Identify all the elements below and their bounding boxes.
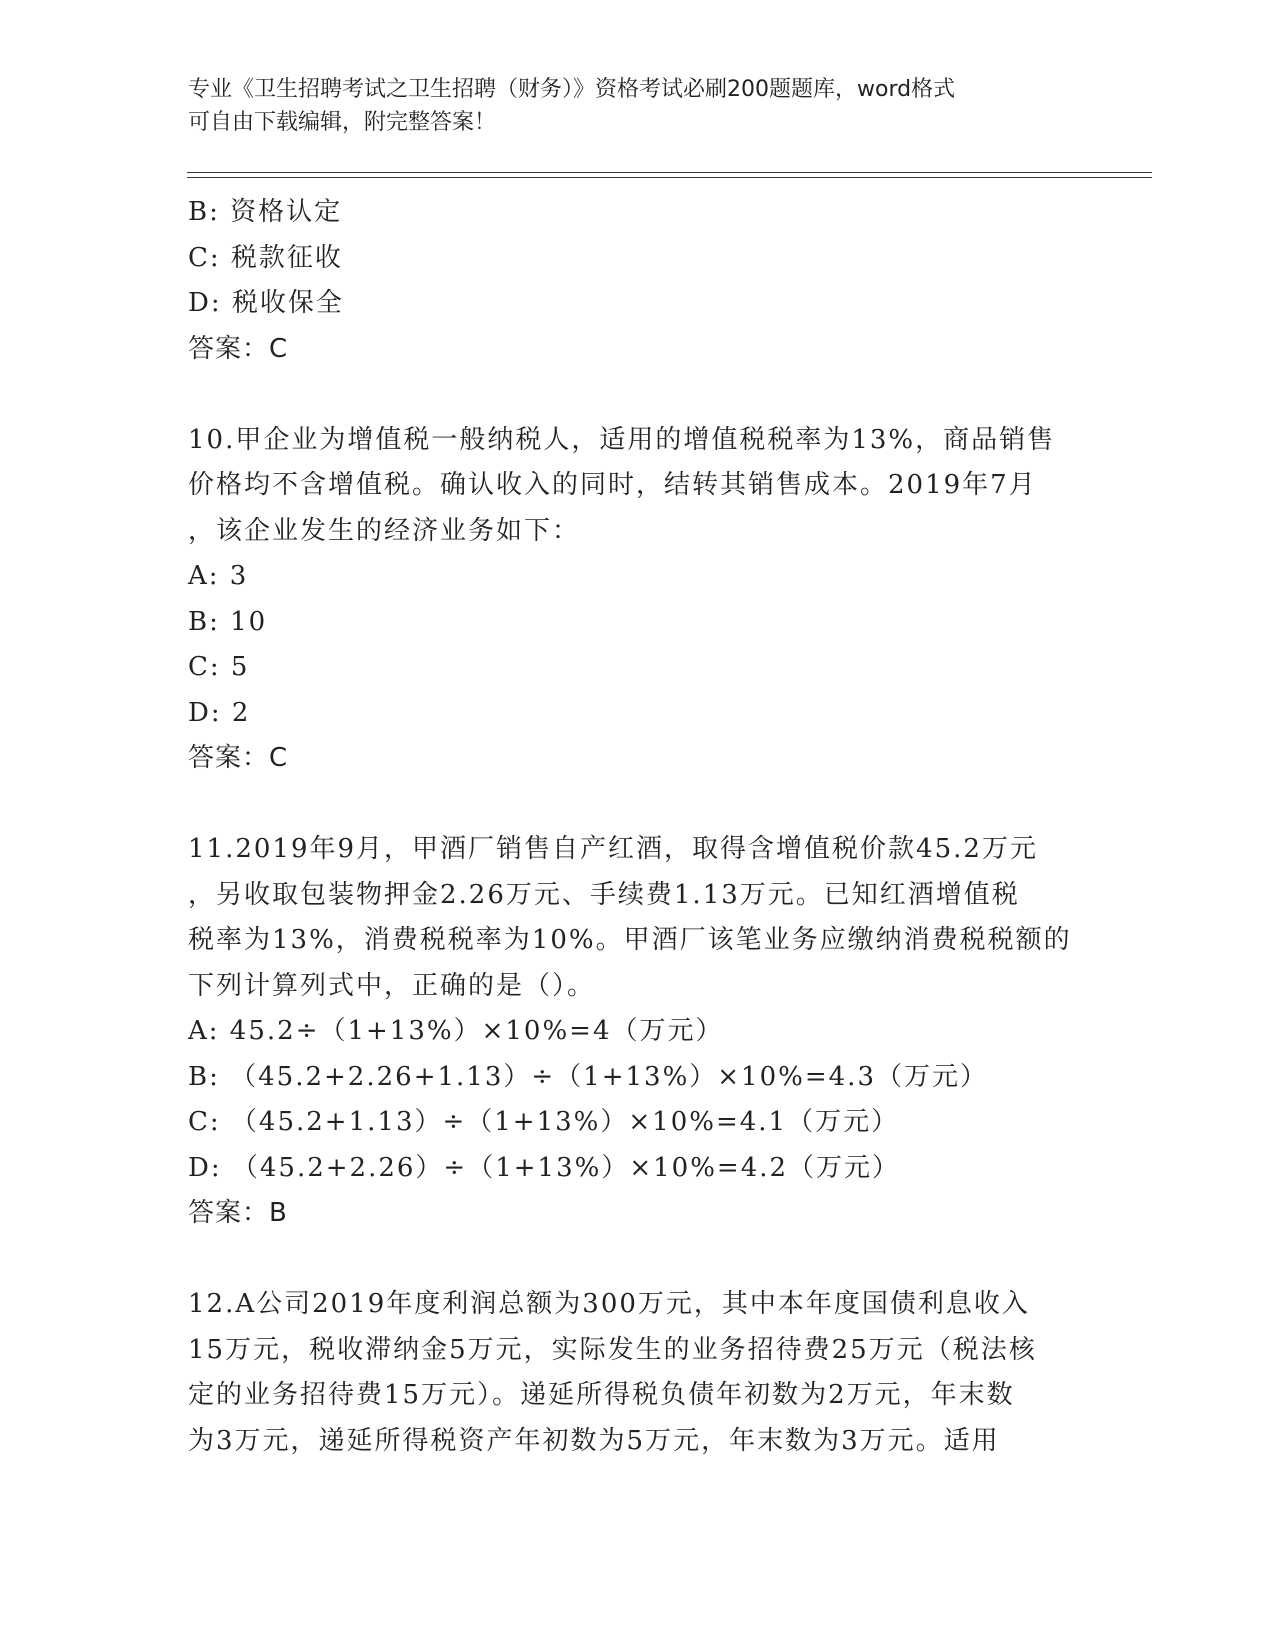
q10-option-a: A: 3	[188, 561, 249, 591]
question-10	[188, 418, 1088, 782]
document-body	[188, 190, 1088, 1464]
header-title-line-2: 可自由下载编辑，附完整答案！	[188, 110, 497, 135]
question-12	[188, 1282, 1088, 1464]
q9-option-b: B: 资格认定	[188, 197, 343, 227]
q12-text-line-1: 12.A公司2019年度利润总额为300万元，其中本年度国债利息收入	[188, 1289, 1030, 1319]
q10-option-b: B: 10	[188, 606, 268, 637]
q12-text-line-2: 15万元，税收滞纳金5万元，实际发生的业务招待费25万元（税法核	[188, 1334, 1037, 1365]
question-9	[188, 190, 1088, 372]
document-header	[188, 73, 1068, 139]
header-rule-top	[187, 172, 1152, 173]
q11-text-line-4: 下列计算列式中，正确的是（）。	[188, 970, 596, 1001]
question-11	[188, 827, 1088, 1237]
q11-text-line-3: 税率为13%，消费税税率为10%。甲酒厂该笔业务应缴纳消费税税额的	[188, 925, 1072, 955]
q9-option-d: D: 税收保全	[188, 288, 344, 318]
q11-answer: 答案：B	[188, 1198, 288, 1228]
header-rule-bottom	[187, 177, 1152, 178]
q10-text-line-2: 价格均不含增值税。确认收入的同时，结转其销售成本。2019年7月	[188, 470, 1037, 500]
q10-text-line-3: ，该企业发生的经济业务如下：	[188, 515, 581, 546]
q11-text-line-2: ，另收取包装物押金2.26万元、手续费1.13万元。已知红酒增值税	[188, 879, 1020, 910]
q11-option-d: D: （45.2+2.26）÷（1+13%）×10%=4.2（万元）	[188, 1152, 901, 1183]
spacer	[188, 1237, 1088, 1283]
q9-option-c: C: 税款征收	[188, 242, 343, 273]
q12-text-line-4: 为3万元，递延所得税资产年初数为5万元，年末数为3万元。适用	[188, 1425, 1000, 1456]
q12-text-line-3: 定的业务招待费15万元）。递延所得税负债年初数为2万元，年末数	[188, 1380, 1015, 1410]
q11-option-a: A: 45.2÷（1+13%）×10%=4（万元）	[188, 1016, 724, 1046]
spacer	[188, 372, 1088, 418]
q10-option-c: C: 5	[188, 652, 250, 682]
q9-answer: 答案：C	[188, 333, 289, 364]
q11-text-line-1: 11.2019年9月，甲酒厂销售自产红酒，取得含增值税价款45.2万元	[188, 834, 1038, 864]
q10-answer: 答案：C	[188, 743, 289, 773]
q10-option-d: D: 2	[188, 697, 251, 728]
spacer	[188, 782, 1088, 828]
q11-option-b: B: （45.2+2.26+1.13）÷（1+13%）×10%=4.3（万元）	[188, 1061, 988, 1092]
q10-text-line-1: 10.甲企业为增值税一般纳税人，适用的增值税税率为13%，商品销售	[188, 424, 1056, 455]
q11-option-c: C: （45.2+1.13）÷（1+13%）×10%=4.1（万元）	[188, 1107, 900, 1137]
header-title-line-1: 专业《卫生招聘考试之卫生招聘（财务）》资格考试必刷200题题库，word格式	[188, 77, 956, 102]
